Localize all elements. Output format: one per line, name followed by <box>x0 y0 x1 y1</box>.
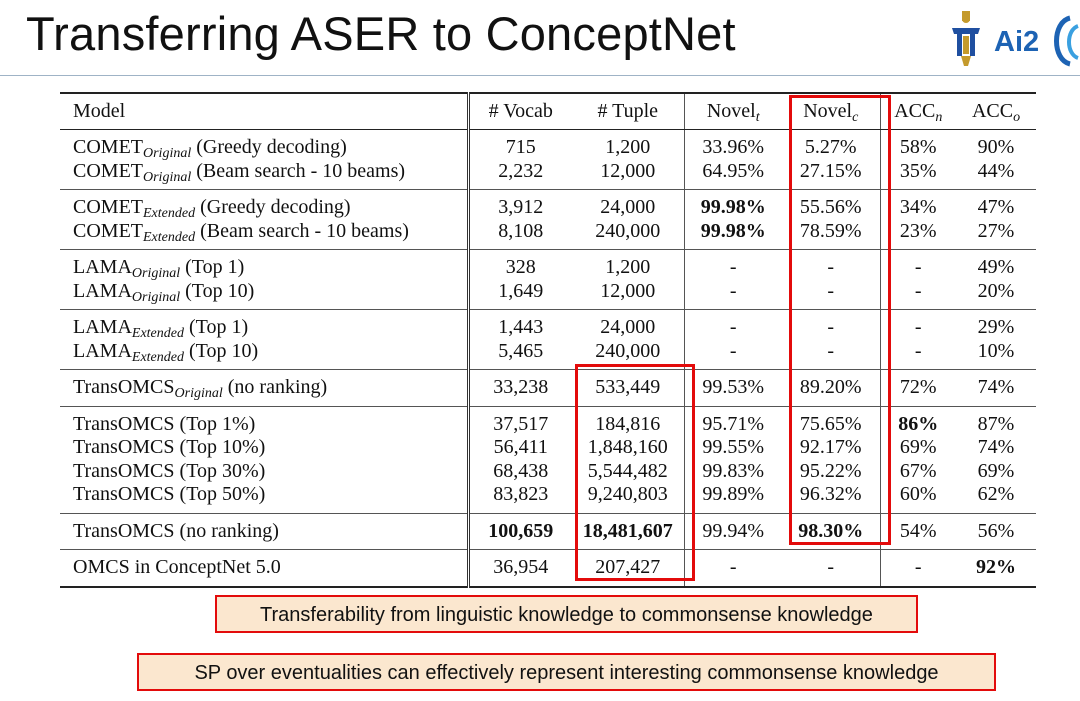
callout-text: SP over eventualities can effectively represent interesting commonsense knowledge <box>194 662 939 684</box>
model-description: (Top 1%) <box>179 412 256 435</box>
table-cell: 74% <box>977 436 1015 458</box>
title-divider <box>0 75 1080 76</box>
table-cell: 75.65% <box>782 406 880 436</box>
table-cell: 29% <box>977 316 1015 338</box>
table-cell: - <box>729 316 737 338</box>
table-row <box>60 550 1036 587</box>
table-cell: 56% <box>977 519 1015 542</box>
model-cell <box>60 340 468 370</box>
table-cell: 92.17% <box>782 436 880 460</box>
model-cell <box>60 436 468 460</box>
table-cell: 74% <box>977 376 1015 398</box>
table-cell: 67% <box>899 459 937 482</box>
table-cell: 1,200 <box>572 130 684 160</box>
table-cell: 58% <box>899 136 937 158</box>
table-cell: 99.55% <box>702 436 765 458</box>
model-name: TransOMCS <box>73 459 175 482</box>
table-cell: - <box>729 279 737 302</box>
model-description: (Top 10) <box>185 279 255 302</box>
header-acc-n <box>880 93 956 130</box>
table-cell: 92% <box>976 556 1016 578</box>
table-cell: 33.96% <box>702 136 765 158</box>
header-label: Novel <box>803 99 853 122</box>
table-cell: 99.94% <box>702 519 765 542</box>
model-description: (Top 1) <box>188 316 249 338</box>
table-cell: - <box>782 250 880 280</box>
model-description: (no ranking) <box>227 376 328 398</box>
model-name: OMCS in ConceptNet 5.0 <box>73 556 281 578</box>
model-subscript: Original <box>143 146 192 161</box>
table-cell: - <box>729 556 737 578</box>
table-cell: 34% <box>899 196 937 218</box>
model-cell <box>60 513 468 550</box>
table-cell: 715 <box>505 136 536 158</box>
header-subscript: n <box>935 109 943 125</box>
table-cell: 99.98% <box>700 219 766 242</box>
table-cell: 12,000 <box>572 160 684 190</box>
table-cell: 33,238 <box>493 376 549 398</box>
header-vocab <box>468 93 572 130</box>
table-cell: 18,481,607 <box>572 513 684 550</box>
slide-title: Transferring ASER to ConceptNet <box>26 7 736 60</box>
model-description: (Top 10%) <box>179 436 266 458</box>
table-cell: 20% <box>977 279 1015 302</box>
table-cell: 8,108 <box>498 219 544 242</box>
table-cell: 207,427 <box>572 550 684 587</box>
model-name: TransOMCS <box>73 519 175 542</box>
table-cell: 89.20% <box>782 370 880 407</box>
header-label: ACC <box>971 99 1014 122</box>
table-cell: 99.53% <box>702 376 765 398</box>
header-label: ACC <box>894 99 936 122</box>
model-subscript: Extended <box>143 206 196 221</box>
table-cell: - <box>914 556 922 578</box>
model-cell <box>60 280 468 310</box>
model-cell <box>60 190 468 220</box>
table-cell: 10% <box>977 339 1015 362</box>
table-cell: 96.32% <box>782 483 880 513</box>
table-cell: 72% <box>899 376 937 398</box>
header-acc-o <box>956 93 1036 130</box>
table-cell: 100,659 <box>488 519 554 542</box>
table-cell: 44% <box>977 159 1015 182</box>
header-subscript: o <box>1013 109 1021 125</box>
logo-group <box>948 8 1080 70</box>
table-cell: 55.56% <box>782 190 880 220</box>
model-cell <box>60 370 468 407</box>
table-cell: 533,449 <box>572 370 684 407</box>
table-group <box>60 550 1036 587</box>
model-description: (Greedy decoding) <box>200 196 351 218</box>
table-cell: - <box>782 340 880 370</box>
table-cell: 36,954 <box>493 556 549 578</box>
table-cell: 78.59% <box>782 220 880 250</box>
table-cell: 1,200 <box>572 250 684 280</box>
model-name: COMET <box>73 136 143 158</box>
model-cell <box>60 406 468 436</box>
header-model <box>60 93 468 130</box>
table-cell: 98.30% <box>782 513 880 550</box>
model-name: LAMA <box>73 316 132 338</box>
model-name: LAMA <box>73 339 132 362</box>
table-cell: 9,240,803 <box>572 483 684 513</box>
header-tuple <box>572 93 684 130</box>
model-cell <box>60 130 468 160</box>
table-cell: 24,000 <box>572 190 684 220</box>
swirl-logo-icon <box>1057 18 1079 64</box>
table-cell: 69% <box>977 459 1015 482</box>
model-subscript: Original <box>131 289 181 305</box>
model-name: TransOMCS <box>73 483 175 505</box>
model-description: (Top 30%) <box>179 459 266 482</box>
table-cell: 184,816 <box>572 406 684 436</box>
table-cell: 64.95% <box>702 159 765 182</box>
header-label: # Tuple <box>597 99 659 122</box>
highlight-box-novel-c <box>789 95 891 545</box>
model-name: TransOMCS <box>73 412 175 435</box>
header-label: Novel <box>706 99 756 122</box>
university-crest-icon <box>952 11 980 66</box>
table-cell: 240,000 <box>572 220 684 250</box>
header-label: # Vocab <box>488 99 553 122</box>
table-cell: - <box>914 256 922 278</box>
table-cell: - <box>729 256 737 278</box>
model-name: LAMA <box>73 256 132 278</box>
model-description: (Top 10) <box>188 339 259 362</box>
table-cell: 99.89% <box>702 483 765 505</box>
model-subscript: Original <box>143 169 192 185</box>
table-cell: 5,465 <box>498 339 544 362</box>
table-cell: 49% <box>977 256 1015 278</box>
model-subscript: Extended <box>131 326 184 341</box>
table-cell: 27% <box>977 219 1015 242</box>
header-label: Model <box>73 99 126 122</box>
table-cell: 27.15% <box>782 160 880 190</box>
model-name: COMET <box>73 219 143 242</box>
table-cell: 5.27% <box>782 130 880 160</box>
model-cell <box>60 310 468 340</box>
table-cell: 24,000 <box>572 310 684 340</box>
table-cell: 23% <box>899 219 937 242</box>
table-cell: 35% <box>899 159 937 182</box>
table-cell: 95.71% <box>702 412 765 435</box>
table-cell: - <box>914 279 922 302</box>
table-cell: - <box>782 280 880 310</box>
model-name: LAMA <box>73 279 132 302</box>
model-subscript: Extended <box>143 229 196 245</box>
model-name: TransOMCS <box>73 376 175 398</box>
model-cell <box>60 250 468 280</box>
table-cell: 12,000 <box>572 280 684 310</box>
table-cell: 62% <box>977 483 1015 505</box>
table-cell: 87% <box>977 412 1015 435</box>
table-cell: 60% <box>899 483 937 505</box>
model-name: COMET <box>73 159 143 182</box>
logo-graphic <box>948 8 1080 70</box>
model-name: TransOMCS <box>73 436 175 458</box>
table-cell: - <box>914 339 922 362</box>
table-cell: 37,517 <box>493 412 549 435</box>
table-cell: 1,848,160 <box>572 436 684 460</box>
table-cell: 86% <box>898 412 939 435</box>
table-cell: 1,443 <box>498 316 544 338</box>
model-description: (Top 1) <box>185 256 245 278</box>
header-subscript: t <box>755 109 760 125</box>
table-cell: 99.83% <box>702 459 765 482</box>
table-cell: - <box>914 316 922 338</box>
table-cell: 2,232 <box>498 159 544 182</box>
model-cell <box>60 460 468 484</box>
header-novel-t <box>684 93 782 130</box>
highlight-box-tuple <box>575 364 695 581</box>
model-cell <box>60 220 468 250</box>
model-cell <box>60 483 468 513</box>
table-cell: - <box>782 550 880 587</box>
table-cell: 1,649 <box>498 279 544 302</box>
model-description: (Beam search - 10 beams) <box>196 159 406 182</box>
callout-sp-eventualities <box>137 653 996 691</box>
table-cell: 99.98% <box>700 196 766 218</box>
table-cell: 83,823 <box>493 483 549 505</box>
table-cell: 328 <box>505 256 536 278</box>
model-cell <box>60 160 468 190</box>
table-cell: 5,544,482 <box>572 460 684 484</box>
table-cell: 3,912 <box>498 196 544 218</box>
table-cell: 56,411 <box>493 436 548 458</box>
model-name: COMET <box>73 196 143 218</box>
table-cell: 240,000 <box>572 340 684 370</box>
model-subscript: Original <box>174 386 223 401</box>
model-cell <box>60 550 468 587</box>
logo-text: Ai2 <box>994 26 1040 58</box>
table-cell: - <box>782 310 880 340</box>
table-cell: 47% <box>977 196 1015 218</box>
callout-text: Transferability from linguistic knowledge to commonsense knowledge <box>260 604 873 626</box>
model-description: (Beam search - 10 beams) <box>200 219 409 242</box>
model-subscript: Original <box>131 266 181 281</box>
table-cell: 54% <box>899 519 937 542</box>
model-description: (no ranking) <box>179 519 279 542</box>
table-cell: 69% <box>899 436 937 458</box>
table-cell: 90% <box>977 136 1015 158</box>
model-subscript: Extended <box>131 349 184 365</box>
table-cell: - <box>729 339 737 362</box>
table-cell: 68,438 <box>493 459 549 482</box>
table-cell: 95.22% <box>782 460 880 484</box>
model-description: (Greedy decoding) <box>196 136 347 158</box>
callout-transferability <box>215 595 918 633</box>
header-subscript: c <box>852 109 859 125</box>
model-description: (Top 50%) <box>179 483 266 505</box>
